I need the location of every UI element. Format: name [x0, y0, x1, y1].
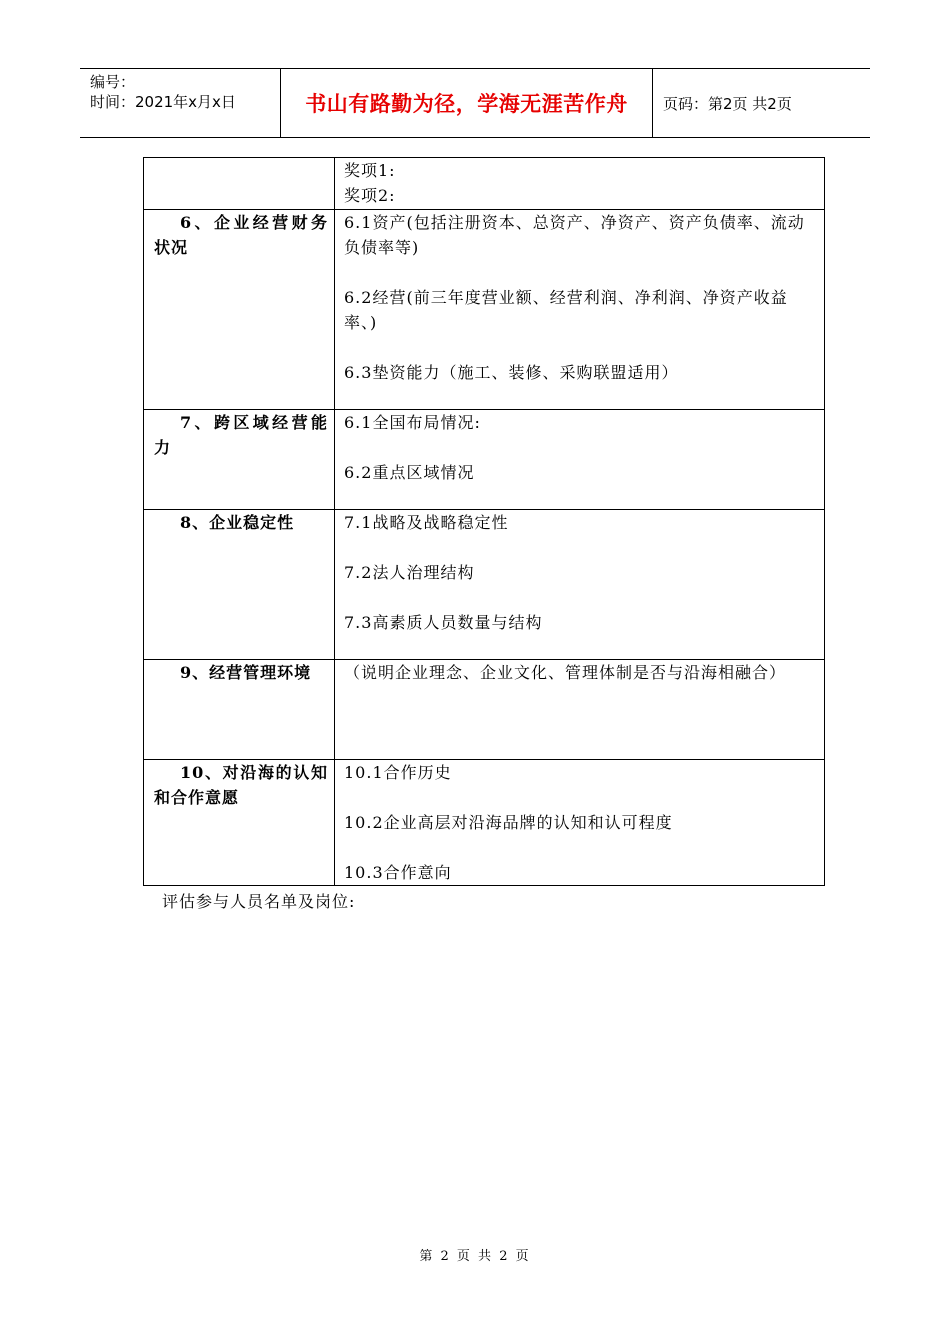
row-label: 9、经营管理环境: [144, 660, 335, 760]
content-line: 6.2经营(前三年度营业额、经营利润、净利润、净资产收益率、): [344, 288, 788, 332]
content-line: 7.1战略及战略稳定性: [344, 513, 509, 532]
content-line: 10.2企业高层对沿海品牌的认知和认可程度: [344, 813, 673, 832]
evaluation-table: [143, 157, 825, 886]
page-footer: 第 2 页 共 2 页: [419, 1249, 531, 1264]
content-line: [344, 435, 816, 460]
table-row: [144, 760, 825, 886]
content-line: 6.1全国布局情况:: [344, 413, 481, 432]
row-label: 7、跨区域经营能力: [144, 410, 335, 510]
content-line: [344, 835, 816, 860]
row-label: 10、对沿海的认知和合作意愿: [144, 760, 335, 886]
content-line: 奖项2:: [344, 186, 396, 205]
content-line: [344, 785, 816, 810]
content-line: [344, 260, 816, 285]
content-line: 10.1合作历史: [344, 763, 452, 782]
row-content: [335, 410, 825, 510]
content-line: 6.1资产(包括注册资本、总资产、净资产、资产负债率、流动负债率等): [344, 213, 805, 257]
row-content: [335, 660, 825, 760]
row-content: [335, 210, 825, 410]
content-line: [344, 585, 816, 610]
content-line: （说明企业理念、企业文化、管理体制是否与沿海相融合）: [344, 663, 787, 682]
row-label: [144, 158, 335, 210]
table-row: [144, 510, 825, 660]
content-line: [344, 535, 816, 560]
row-content: [335, 760, 825, 886]
table-row: [144, 210, 825, 410]
page-header: [80, 68, 870, 138]
content-line: 7.3高素质人员数量与结构: [344, 613, 543, 632]
table-row: [144, 660, 825, 760]
header-motto: 书山有路勤为径，学海无涯苦作舟: [281, 69, 653, 137]
content-line: 奖项1:: [344, 161, 396, 180]
content-line: [344, 335, 816, 360]
content-line: 6.3垫资能力（施工、装修、采购联盟适用）: [344, 363, 679, 382]
content-line: 10.3合作意向: [344, 863, 452, 882]
row-label: 8、企业稳定性: [144, 510, 335, 660]
header-page-info: 页码：第2页 共2页: [663, 94, 792, 113]
header-meta: [80, 69, 281, 137]
table-row: [144, 158, 825, 210]
time-label: 时间：2021年x月x日: [90, 93, 236, 111]
content-line: 7.2法人治理结构: [344, 563, 475, 582]
number-label: 编号：: [90, 73, 136, 91]
table-row: [144, 410, 825, 510]
row-label: 6、企业经营财务状况: [144, 210, 335, 410]
content-line: 6.2重点区域情况: [344, 463, 475, 482]
row-content: [335, 510, 825, 660]
participants-label: 评估参与人员名单及岗位:: [162, 892, 356, 911]
row-content: [335, 158, 825, 210]
